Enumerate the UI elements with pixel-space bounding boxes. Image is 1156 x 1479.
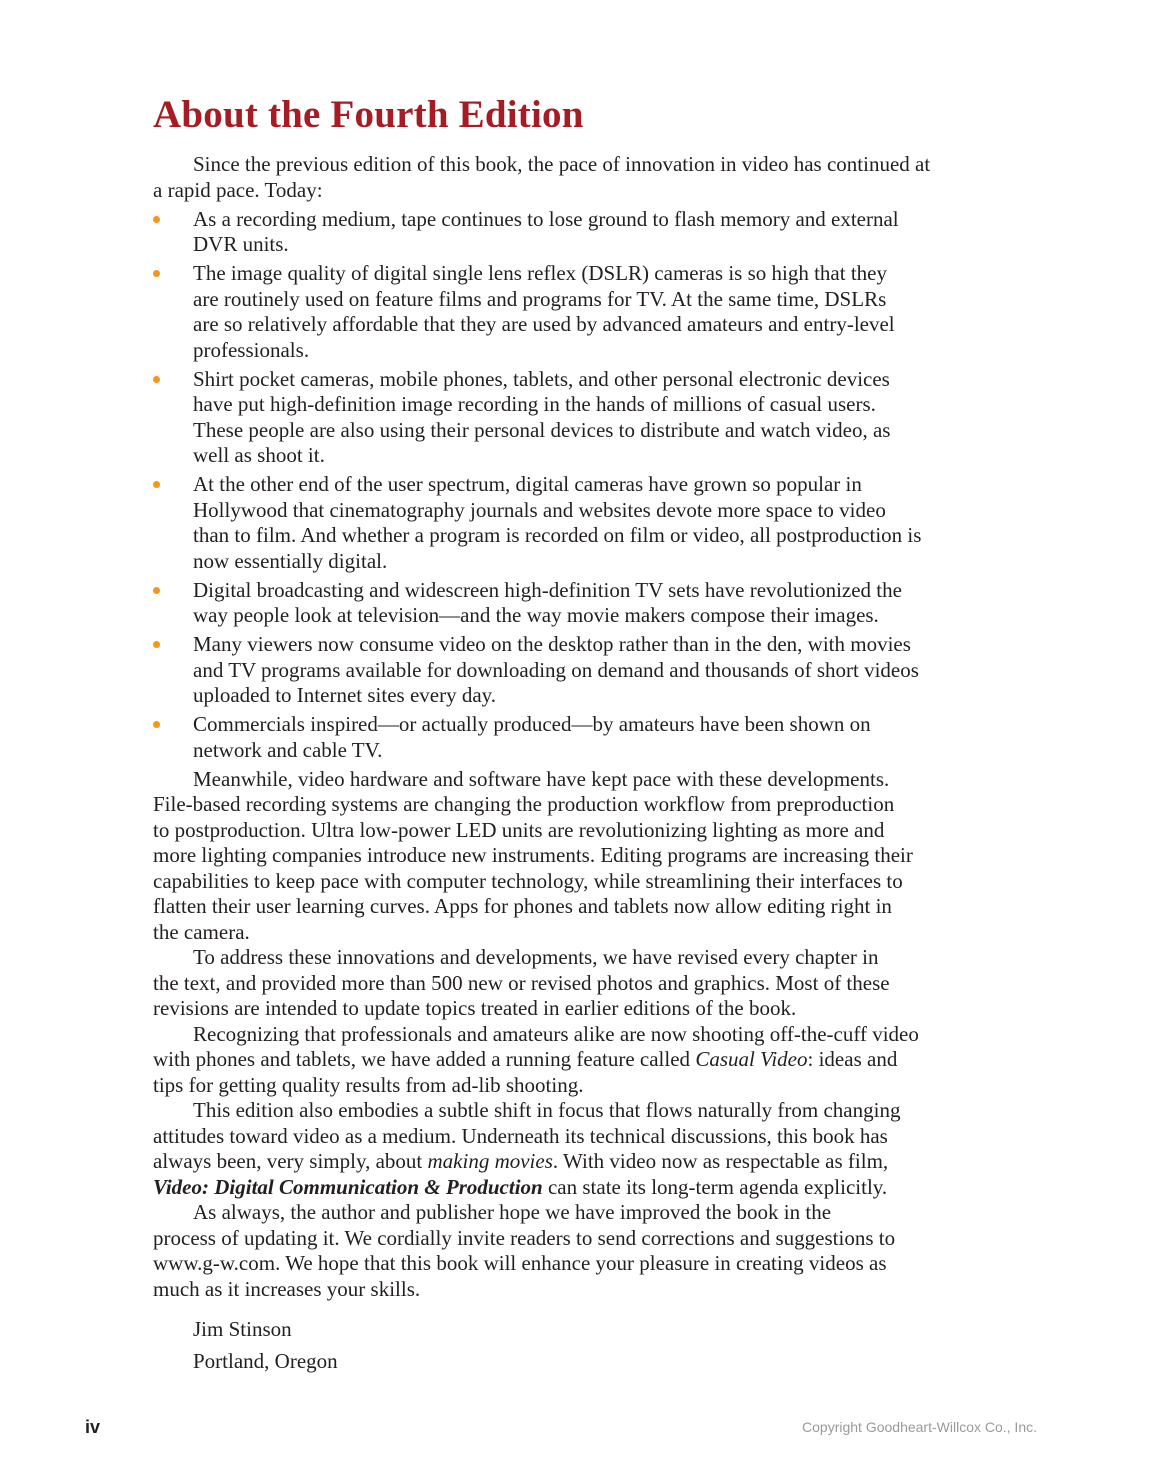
bullet-item [153,578,1043,629]
author-name: Jim Stinson [193,1317,292,1341]
text-line: Commercials inspired—or actually produced—by amateurs have been shown on [193,712,871,736]
text-line: Since the previous edition of this book, the pace of innovation in video has continued at [193,152,931,176]
text-line: Many viewers now consume video on the desktop rather than in the den, with movies [193,632,911,656]
text-line: are routinely used on feature films and programs for TV. At the same time, DSLRs [193,286,887,311]
paragraph [153,945,1043,1022]
paragraph [153,1200,1043,1302]
paragraph [153,1098,1043,1200]
text-line [153,1149,1043,1175]
text-line: way people look at television—and the way movie makers compose their images. [193,603,879,627]
text-line: the camera. [153,919,250,944]
text-segment: : ideas and [807,1047,898,1071]
page-title: About the Fourth Edition [153,93,584,136]
text-line: To address these innovations and developments, we have revised every chapter in [193,945,879,969]
text-line: This edition also embodies a subtle shift in focus that flows naturally from changing [193,1098,901,1122]
text-segment: can state its long-term agenda explicitly. [542,1174,888,1199]
text-line: The image quality of digital single lens reflex (DSLR) cameras is so high that they [193,261,887,285]
text-segment: with phones and tablets, we have added a running feature called [153,1047,696,1071]
bullet-item [153,712,1043,763]
text-line: As a recording medium, tape continues to lose ground to flash memory and external [193,206,899,231]
bullet-icon [153,641,160,648]
bullet-icon [153,587,160,594]
text-line: uploaded to Internet sites every day. [193,683,497,707]
text-line: much as it increases your skills. [153,1276,421,1301]
bullet-item [153,367,1043,469]
bullet-icon [153,270,160,277]
intro-paragraph [153,152,1043,203]
bullet-item [153,632,1043,709]
paragraph [153,767,1043,946]
book-title: Video: Digital Communication & Production [153,1174,543,1199]
author-location: Portland, Oregon [193,1349,338,1373]
text-line: revisions are intended to update topics treated in earlier editions of the book. [153,996,797,1020]
text-segment: . With video now as respectable as film, [552,1149,889,1173]
bullet-icon [153,376,160,383]
text-line: now essentially digital. [193,548,388,573]
text-line [153,1047,1043,1073]
italic-text: Casual Video [695,1047,808,1071]
text-line: the text, and provided more than 500 new or revised photos and graphics. Most of these [153,970,890,995]
text-line: Meanwhile, video hardware and software have kept pace with these developments. [193,766,890,791]
text-line: to postproduction. Ultra low-power LED units are revolutionizing lighting as more and [153,817,885,842]
text-line: File-based recording systems are changing the production workflow from preproduction [153,792,895,816]
bullet-icon [153,216,160,223]
paragraph [153,1022,1043,1099]
text-line: Digital broadcasting and widescreen high-definition TV sets have revolutionized the [193,577,902,602]
text-line: more lighting companies introduce new instruments. Editing programs are increasing their [153,843,913,867]
text-line: a rapid pace. Today: [153,177,323,202]
text-line: As always, the author and publisher hope we have improved the book in the [193,1200,832,1224]
text-line: www.g-w.com. We hope that this book will enhance your pleasure in creating videos as [153,1251,887,1275]
bullet-icon [153,481,160,488]
bullet-item [153,261,1043,363]
text-line: At the other end of the user spectrum, digital cameras have grown so popular in [193,472,862,496]
text-line: process of updating it. We cordially invite readers to send corrections and suggestions to [153,1225,896,1250]
text-line: These people are also using their personal devices to distribute and watch video, as [193,417,891,442]
text-line: attitudes toward video as a medium. Underneath its technical discussions, this book has [153,1123,888,1148]
bullet-item [153,472,1043,574]
text-line: DVR units. [193,232,289,256]
text-line: Hollywood that cinematography journals and websites devote more space to video [193,497,886,522]
text-line: and TV programs available for downloading on demand and thousands of short videos [193,657,919,682]
text-line: network and cable TV. [193,737,383,762]
page-number: iv [85,1417,101,1437]
text-line: Recognizing that professionals and amateurs alike are now shooting off-the-cuff video [193,1021,919,1046]
text-line: capabilities to keep pace with computer technology, while streamlining their interfaces to [153,868,903,893]
text-line: well as shoot it. [193,443,325,467]
text-line: flatten their user learning curves. Apps for phones and tablets now allow editing right in [153,894,892,918]
text-line: Shirt pocket cameras, mobile phones, tablets, and other personal electronic devices [193,366,890,391]
italic-text: making movies [427,1149,553,1173]
text-line: have put high-definition image recording in the hands of millions of casual users. [193,392,876,416]
copyright-notice: Copyright Goodheart-Willcox Co., Inc. [802,1419,1037,1435]
text-line [153,1175,1043,1201]
bullet-list [153,207,1043,764]
body-text [153,152,1043,1377]
text-line: tips for getting quality results from ad-lib shooting. [153,1072,584,1097]
text-line: than to film. And whether a program is recorded on film or video, all postproduction is [193,523,922,547]
text-line: professionals. [193,337,310,362]
bullet-item [153,207,1043,258]
body-paragraphs [153,767,1043,1303]
text-line: are so relatively affordable that they are used by advanced amateurs and entry-level [193,312,895,336]
bullet-icon [153,721,160,728]
text-segment: always been, very simply, about [153,1149,428,1173]
